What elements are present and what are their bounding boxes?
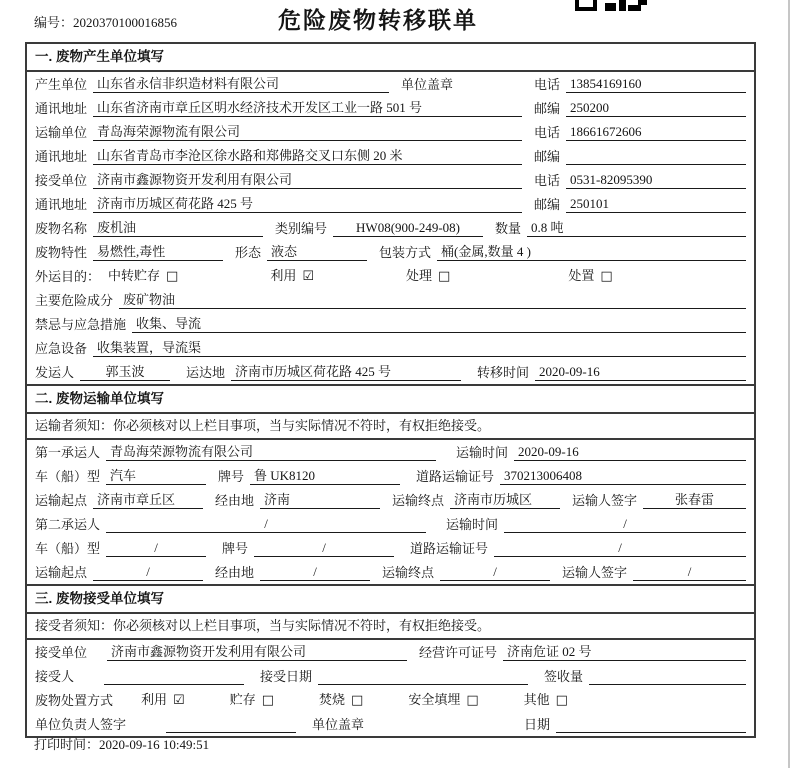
route2-via-value: / [260, 563, 370, 581]
vehicle2-license-label: 道路运输证号 [410, 541, 489, 556]
vehicle1-license-label: 道路运输证号 [416, 469, 495, 484]
vehicle1-row [27, 464, 754, 488]
disposal-option-incinerate [319, 691, 363, 709]
waste-name-row [27, 216, 754, 240]
route2-sign-label: 运输人签字 [562, 565, 628, 580]
disposal-landfill-checkbox-icon: □ [466, 693, 479, 708]
serial-label: 编号： [34, 15, 74, 30]
transporter-label: 运输单位 [35, 125, 88, 140]
destination-value: 济南市历城区荷花路 425 号 [231, 363, 461, 381]
transfer-time-value: 2020-09-16 [535, 363, 746, 381]
page-title: 危险废物转移联单 [278, 7, 478, 33]
waste-name-label: 废物名称 [35, 221, 88, 236]
vehicle1-plate-value: 鲁 UK8120 [250, 467, 400, 485]
emergency-measures-row [27, 312, 754, 336]
section-3-header: 三. 废物接受单位填写 [27, 584, 754, 614]
purpose-transfer-storage-checkbox-icon: □ [166, 269, 179, 284]
operating-license-label: 经营许可证号 [419, 645, 498, 660]
hazard-component-label: 主要危险成分 [35, 293, 114, 308]
receiver-zip-label: 邮编 [533, 197, 560, 212]
sign-date-label: 日期 [523, 717, 550, 732]
waste-property-row [27, 240, 754, 264]
purpose-option-dispose [568, 267, 612, 285]
page-right-edge [788, 0, 790, 768]
sign-date-value [556, 716, 746, 733]
packing-value: 桶(金属,数量 4 ) [437, 243, 746, 261]
receiver-value: 济南市鑫源物资开发利用有限公司 [93, 171, 522, 189]
producer-zip-value: 250200 [566, 99, 746, 117]
purpose-dispose-checkbox-icon: □ [600, 269, 613, 284]
disposal-option-storage-text: 贮存 [229, 692, 256, 707]
accept-unit-row [27, 640, 754, 664]
packing-label: 包装方式 [379, 245, 432, 260]
waste-code-label: 类别编号 [275, 221, 328, 236]
disposal-other-checkbox-icon: □ [555, 693, 568, 708]
route2-start-value: / [93, 563, 203, 581]
vehicle1-type-label: 车（船）型 [35, 469, 101, 484]
waste-form-value: 液态 [267, 243, 367, 261]
qr-code-fragment [575, 0, 647, 11]
receiver-label: 接受单位 [35, 173, 88, 188]
receiver-address-value: 济南市历城区荷花路 425 号 [93, 195, 522, 213]
dispatcher-value: 郭玉波 [80, 363, 170, 381]
accept-unit-label: 接受单位 [35, 645, 88, 660]
carrier2-time-label: 运输时间 [446, 517, 499, 532]
vehicle2-plate-value: / [254, 539, 394, 557]
emergency-measures-value: 收集、导流 [132, 315, 746, 333]
purpose-utilize-checkbox-icon: ☑ [302, 269, 314, 284]
route1-end-value: 济南市历城区 [450, 491, 560, 509]
emergency-equipment-label: 应急设备 [35, 341, 88, 356]
producer-phone-label: 电话 [533, 77, 560, 92]
receiver-phone-value: 0531-82095390 [566, 171, 746, 189]
route1-row [27, 488, 754, 512]
route1-sign-label: 运输人签字 [572, 493, 638, 508]
transfer-manifest-form [25, 42, 756, 738]
purpose-option-utilize-text: 利用 [270, 268, 297, 283]
producer-address-value: 山东省济南市章丘区明水经济技术开发区工业一路 501 号 [93, 99, 522, 117]
purpose-option-treat [406, 267, 450, 285]
acceptor-value [104, 668, 244, 685]
signed-quantity-value [589, 668, 746, 685]
carrier1-label: 第一承运人 [35, 445, 101, 460]
waste-qty-value: 0.8 吨 [527, 219, 746, 237]
vehicle2-license-value: / [494, 539, 746, 557]
vehicle1-plate-label: 牌号 [218, 469, 245, 484]
route2-sign-value: / [633, 563, 746, 581]
route2-end-label: 运输终点 [382, 565, 435, 580]
producer-phone-value: 13854169160 [566, 75, 746, 93]
print-time [34, 734, 209, 753]
receiver-address-label: 通讯地址 [35, 197, 88, 212]
route1-via-label: 经由地 [215, 493, 255, 508]
route1-start-value: 济南市章丘区 [93, 491, 203, 509]
route1-sign-value: 张春雷 [643, 491, 746, 509]
disposal-storage-checkbox-icon: □ [261, 693, 274, 708]
route2-row [27, 560, 754, 584]
vehicle1-type-value: 汽车 [106, 467, 206, 485]
serial-number: 2020370100016856 [73, 15, 178, 30]
acceptor-label: 接受人 [35, 669, 75, 684]
disposal-option-incinerate-text: 焚烧 [319, 692, 346, 707]
vehicle2-type-label: 车（船）型 [35, 541, 101, 556]
operating-license-value: 济南危证 02 号 [503, 643, 746, 661]
transporter-address-row [27, 144, 754, 168]
print-time-label: 打印时间： [34, 737, 100, 752]
disposal-option-utilize-text: 利用 [141, 692, 168, 707]
emergency-equipment-row [27, 336, 754, 360]
carrier2-time-value: / [504, 515, 746, 533]
disposal-option-landfill [408, 691, 478, 709]
transporter-notice: 运输者须知：你必须核对以上栏目事项，当与实际情况不符时，有权拒绝接受。 [27, 414, 754, 440]
route2-start-label: 运输起点 [35, 565, 88, 580]
transporter-value: 青岛海荣源物流有限公司 [93, 123, 522, 141]
vehicle2-row [27, 536, 754, 560]
route1-start-label: 运输起点 [35, 493, 88, 508]
disposal-utilize-checkbox-icon: ☑ [173, 693, 185, 708]
producer-value: 山东省永信非织造材料有限公司 [93, 75, 389, 93]
transporter-zip-label: 邮编 [533, 149, 560, 164]
producer-label: 产生单位 [35, 77, 88, 92]
acceptor-row [27, 664, 754, 688]
waste-property-value: 易燃性,毒性 [93, 243, 223, 261]
disposal-option-storage [230, 691, 274, 709]
waste-name-value: 废机油 [93, 219, 263, 237]
carrier1-time-label: 运输时间 [456, 445, 509, 460]
carrier2-row [27, 512, 754, 536]
hazard-component-row [27, 288, 754, 312]
carrier1-row [27, 440, 754, 464]
transporter-address-label: 通讯地址 [35, 149, 88, 164]
transporter-address-value: 山东省青岛市李沧区徐水路和郑佛路交叉口东侧 20 米 [93, 147, 522, 165]
purpose-treat-checkbox-icon: □ [438, 269, 451, 284]
vehicle2-plate-label: 牌号 [222, 541, 249, 556]
waste-property-label: 废物特性 [35, 245, 88, 260]
purpose-option-treat-text: 处理 [406, 268, 433, 283]
transporter-phone-label: 电话 [533, 125, 560, 140]
print-time-value: 2020-09-16 10:49:51 [99, 737, 210, 752]
purpose-option-transfer-storage [108, 267, 178, 285]
signed-quantity-label: 签收量 [544, 669, 584, 684]
purpose-option-utilize [270, 267, 314, 285]
emergency-equipment-value: 收集装置，导流渠 [93, 339, 746, 357]
receiver-notice: 接受者须知：你必须核对以上栏目事项，当与实际情况不符时，有权拒绝接受。 [27, 614, 754, 640]
transporter-row [27, 120, 754, 144]
transporter-zip-value [566, 148, 746, 165]
route2-end-value: / [440, 563, 550, 581]
carrier1-value: 青岛海荣源物流有限公司 [106, 443, 436, 461]
producer-row [27, 72, 754, 96]
producer-address-row [27, 96, 754, 120]
responsible-sign-label: 单位负责人签字 [35, 717, 127, 732]
route2-via-label: 经由地 [215, 565, 255, 580]
vehicle1-license-value: 370213006408 [500, 467, 746, 485]
purpose-label: 外运目的： [35, 269, 101, 284]
purpose-option-dispose-text: 处置 [568, 268, 595, 283]
accept-unit-value: 济南市鑫源物资开发利用有限公司 [107, 643, 407, 661]
destination-label: 运达地 [186, 365, 226, 380]
purpose-option-transfer-storage-text: 中转贮存 [108, 268, 161, 283]
disposal-incinerate-checkbox-icon: □ [351, 693, 364, 708]
producer-seal-label: 单位盖章 [401, 77, 454, 92]
waste-qty-label: 数量 [495, 221, 522, 236]
route1-end-label: 运输终点 [392, 493, 445, 508]
route1-via-value: 济南 [260, 491, 380, 509]
accept-date-label: 接受日期 [260, 669, 313, 684]
receiver-zip-value: 250101 [566, 195, 746, 213]
producer-zip-label: 邮编 [533, 101, 560, 116]
transfer-time-label: 转移时间 [477, 365, 530, 380]
dispatch-row [27, 360, 754, 384]
vehicle2-type-value: / [106, 539, 206, 557]
accept-date-value [318, 668, 528, 685]
section-2-header: 二. 废物运输单位填写 [27, 384, 754, 414]
hazard-component-value: 废矿物油 [119, 291, 746, 309]
disposal-option-utilize [141, 691, 185, 709]
transporter-phone-value: 18661672606 [566, 123, 746, 141]
producer-address-label: 通讯地址 [35, 101, 88, 116]
disposal-method-row [27, 688, 754, 712]
carrier2-label: 第二承运人 [35, 517, 101, 532]
dispatcher-label: 发运人 [35, 365, 75, 380]
waste-form-label: 形态 [235, 245, 262, 260]
responsible-sign-row [27, 712, 754, 736]
responsible-sign-value [166, 716, 296, 733]
receiver-row [27, 168, 754, 192]
section-1-header: 一. 废物产生单位填写 [27, 44, 754, 72]
carrier2-value: / [106, 515, 426, 533]
receiver-phone-label: 电话 [533, 173, 560, 188]
purpose-row [27, 264, 754, 288]
disposal-option-landfill-text: 安全填埋 [408, 692, 461, 707]
emergency-measures-label: 禁忌与应急措施 [35, 317, 127, 332]
disposal-option-other-text: 其他 [523, 692, 550, 707]
disposal-option-other [524, 691, 568, 709]
receiver-address-row [27, 192, 754, 216]
waste-code-value: HW08(900-249-08) [333, 219, 483, 237]
unit-seal-label: 单位盖章 [312, 717, 365, 732]
carrier1-time-value: 2020-09-16 [514, 443, 746, 461]
disposal-method-label: 废物处置方式 [35, 693, 114, 708]
